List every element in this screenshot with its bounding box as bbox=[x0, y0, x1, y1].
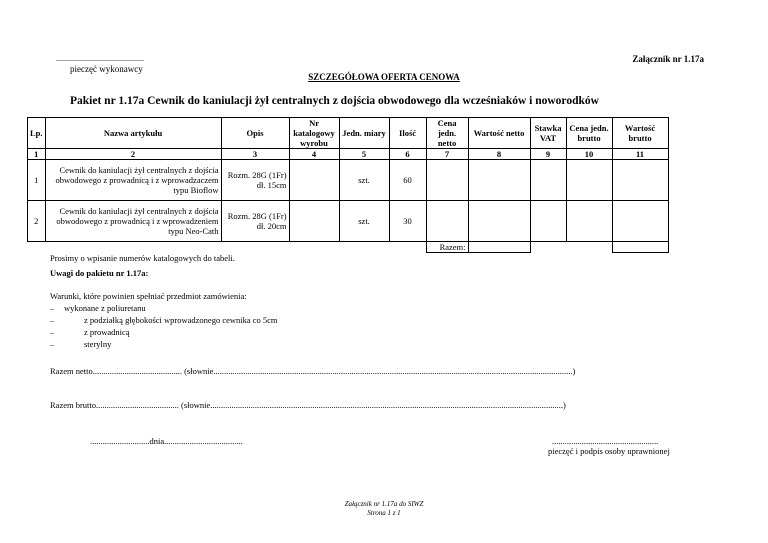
list-item bbox=[50, 338, 278, 350]
condition-text: z podziałką głębokości wprowadzonego cewnika co 5cm bbox=[84, 315, 278, 325]
sum-row bbox=[28, 242, 669, 253]
sum-gross[interactable] bbox=[612, 242, 668, 253]
conditions-list bbox=[50, 290, 278, 350]
dash-icon: – bbox=[50, 303, 55, 313]
column-number: 3 bbox=[221, 149, 289, 160]
conditions-intro: Warunki, które powinien spełniać przedmiot zamówienia: bbox=[50, 291, 247, 301]
row-net-value[interactable] bbox=[468, 160, 530, 201]
row-unit-gross[interactable] bbox=[566, 160, 612, 201]
sum-net[interactable] bbox=[468, 242, 530, 253]
offer-table bbox=[27, 117, 669, 253]
annex-label: Załącznik nr 1.17a bbox=[632, 54, 704, 64]
row-lp: 2 bbox=[28, 201, 46, 242]
row-name: Cewnik do kaniulacji żył centralnych z dojścia obwodowego z prowadnicą i z wprowadzaczem typu Bioflow bbox=[45, 160, 221, 201]
signature-dots: .................................................. bbox=[552, 436, 659, 446]
column-number: 10 bbox=[566, 149, 612, 160]
table-row bbox=[28, 160, 669, 201]
header-cell: Cena jedn. brutto bbox=[566, 118, 612, 149]
footer-page: Strona 1 z 1 bbox=[367, 509, 401, 517]
sum-label: Razem: bbox=[426, 242, 468, 253]
header-cell: Wartość brutto bbox=[612, 118, 668, 149]
column-number-row bbox=[28, 149, 669, 160]
column-number: 1 bbox=[28, 149, 46, 160]
row-name: Cewnik do kaniulacji żył centralnych z dojścia obwodowego z prowadnicą i z wprowadzeniem typu Neo-Cath bbox=[45, 201, 221, 242]
header-cell: Nazwa artykułu bbox=[45, 118, 221, 149]
row-net-value[interactable] bbox=[468, 201, 530, 242]
row-unit-gross[interactable] bbox=[566, 201, 612, 242]
list-item bbox=[50, 314, 278, 326]
header-cell: Ilość bbox=[389, 118, 426, 149]
header-cell: Opis bbox=[221, 118, 289, 149]
footer-annex: Załącznik nr 1.17a do SIWZ bbox=[344, 500, 424, 508]
column-number: 4 bbox=[289, 149, 339, 160]
header-cell: Jedn. miary bbox=[339, 118, 389, 149]
list-item bbox=[50, 326, 278, 338]
stamp-label: pieczęć wykonawcy bbox=[70, 64, 143, 74]
header-cell: Stawka VAT bbox=[530, 118, 566, 149]
condition-text: z prowadnicą bbox=[84, 327, 130, 337]
dash-icon: – bbox=[50, 339, 55, 349]
row-gross-value[interactable] bbox=[612, 160, 668, 201]
column-number: 11 bbox=[612, 149, 668, 160]
column-number: 6 bbox=[389, 149, 426, 160]
row-desc: Rozm. 28G (1Fr) dł. 15cm bbox=[221, 160, 289, 201]
condition-text: wykonane z poliuretanu bbox=[64, 303, 146, 313]
row-qty: 60 bbox=[389, 160, 426, 201]
table-header-row bbox=[28, 118, 669, 149]
row-gross-value[interactable] bbox=[612, 201, 668, 242]
row-lp: 1 bbox=[28, 160, 46, 201]
row-vat[interactable] bbox=[530, 201, 566, 242]
signature-label: pieczęć i podpis osoby uprawnionej bbox=[548, 446, 670, 456]
net-total-line[interactable]: Razem netto.......................................... (słownie.........................................................................................................................................................................) bbox=[50, 366, 576, 376]
column-number: 9 bbox=[530, 149, 566, 160]
row-vat[interactable] bbox=[530, 160, 566, 201]
row-unit-net[interactable] bbox=[426, 201, 468, 242]
list-item bbox=[50, 302, 278, 314]
column-number: 2 bbox=[45, 149, 221, 160]
dash-icon: – bbox=[50, 315, 55, 325]
date-line[interactable]: ............................dnia..................................... bbox=[90, 436, 243, 446]
row-desc: Rozm. 28G (1Fr) dł. 20cm bbox=[221, 201, 289, 242]
column-number: 7 bbox=[426, 149, 468, 160]
header-cell: Cena jedn. netto bbox=[426, 118, 468, 149]
document-title: SZCZEGÓŁOWA OFERTA CENOWA bbox=[308, 72, 460, 82]
package-title: Pakiet nr 1.17a Cewnik do kaniulacji żył centralnych z dojścia obwodowego dla wcześniaków i noworodków bbox=[70, 95, 599, 107]
catalog-request-note: Prosimy o wpisanie numerów katalogowych do tabeli. bbox=[50, 253, 235, 263]
row-unit-net[interactable] bbox=[426, 160, 468, 201]
header-cell: Lp. bbox=[28, 118, 46, 149]
header-cell: Nr katalogowy wyrobu bbox=[289, 118, 339, 149]
gross-total-line[interactable]: Razem brutto....................................... (słownie......................................................................................................................................................................) bbox=[50, 400, 566, 410]
row-qty: 30 bbox=[389, 201, 426, 242]
row-catalog-input[interactable] bbox=[289, 201, 339, 242]
header-cell: Wartość netto bbox=[468, 118, 530, 149]
stamp-dots: ............................................ bbox=[56, 54, 144, 63]
table-row bbox=[28, 201, 669, 242]
remarks-title: Uwagi do pakietu nr 1.17a: bbox=[50, 268, 149, 278]
condition-text: sterylny bbox=[84, 339, 112, 349]
row-catalog-input[interactable] bbox=[289, 160, 339, 201]
column-number: 8 bbox=[468, 149, 530, 160]
row-unit: szt. bbox=[339, 201, 389, 242]
column-number: 5 bbox=[339, 149, 389, 160]
dash-icon: – bbox=[50, 327, 55, 337]
row-unit: szt. bbox=[339, 160, 389, 201]
